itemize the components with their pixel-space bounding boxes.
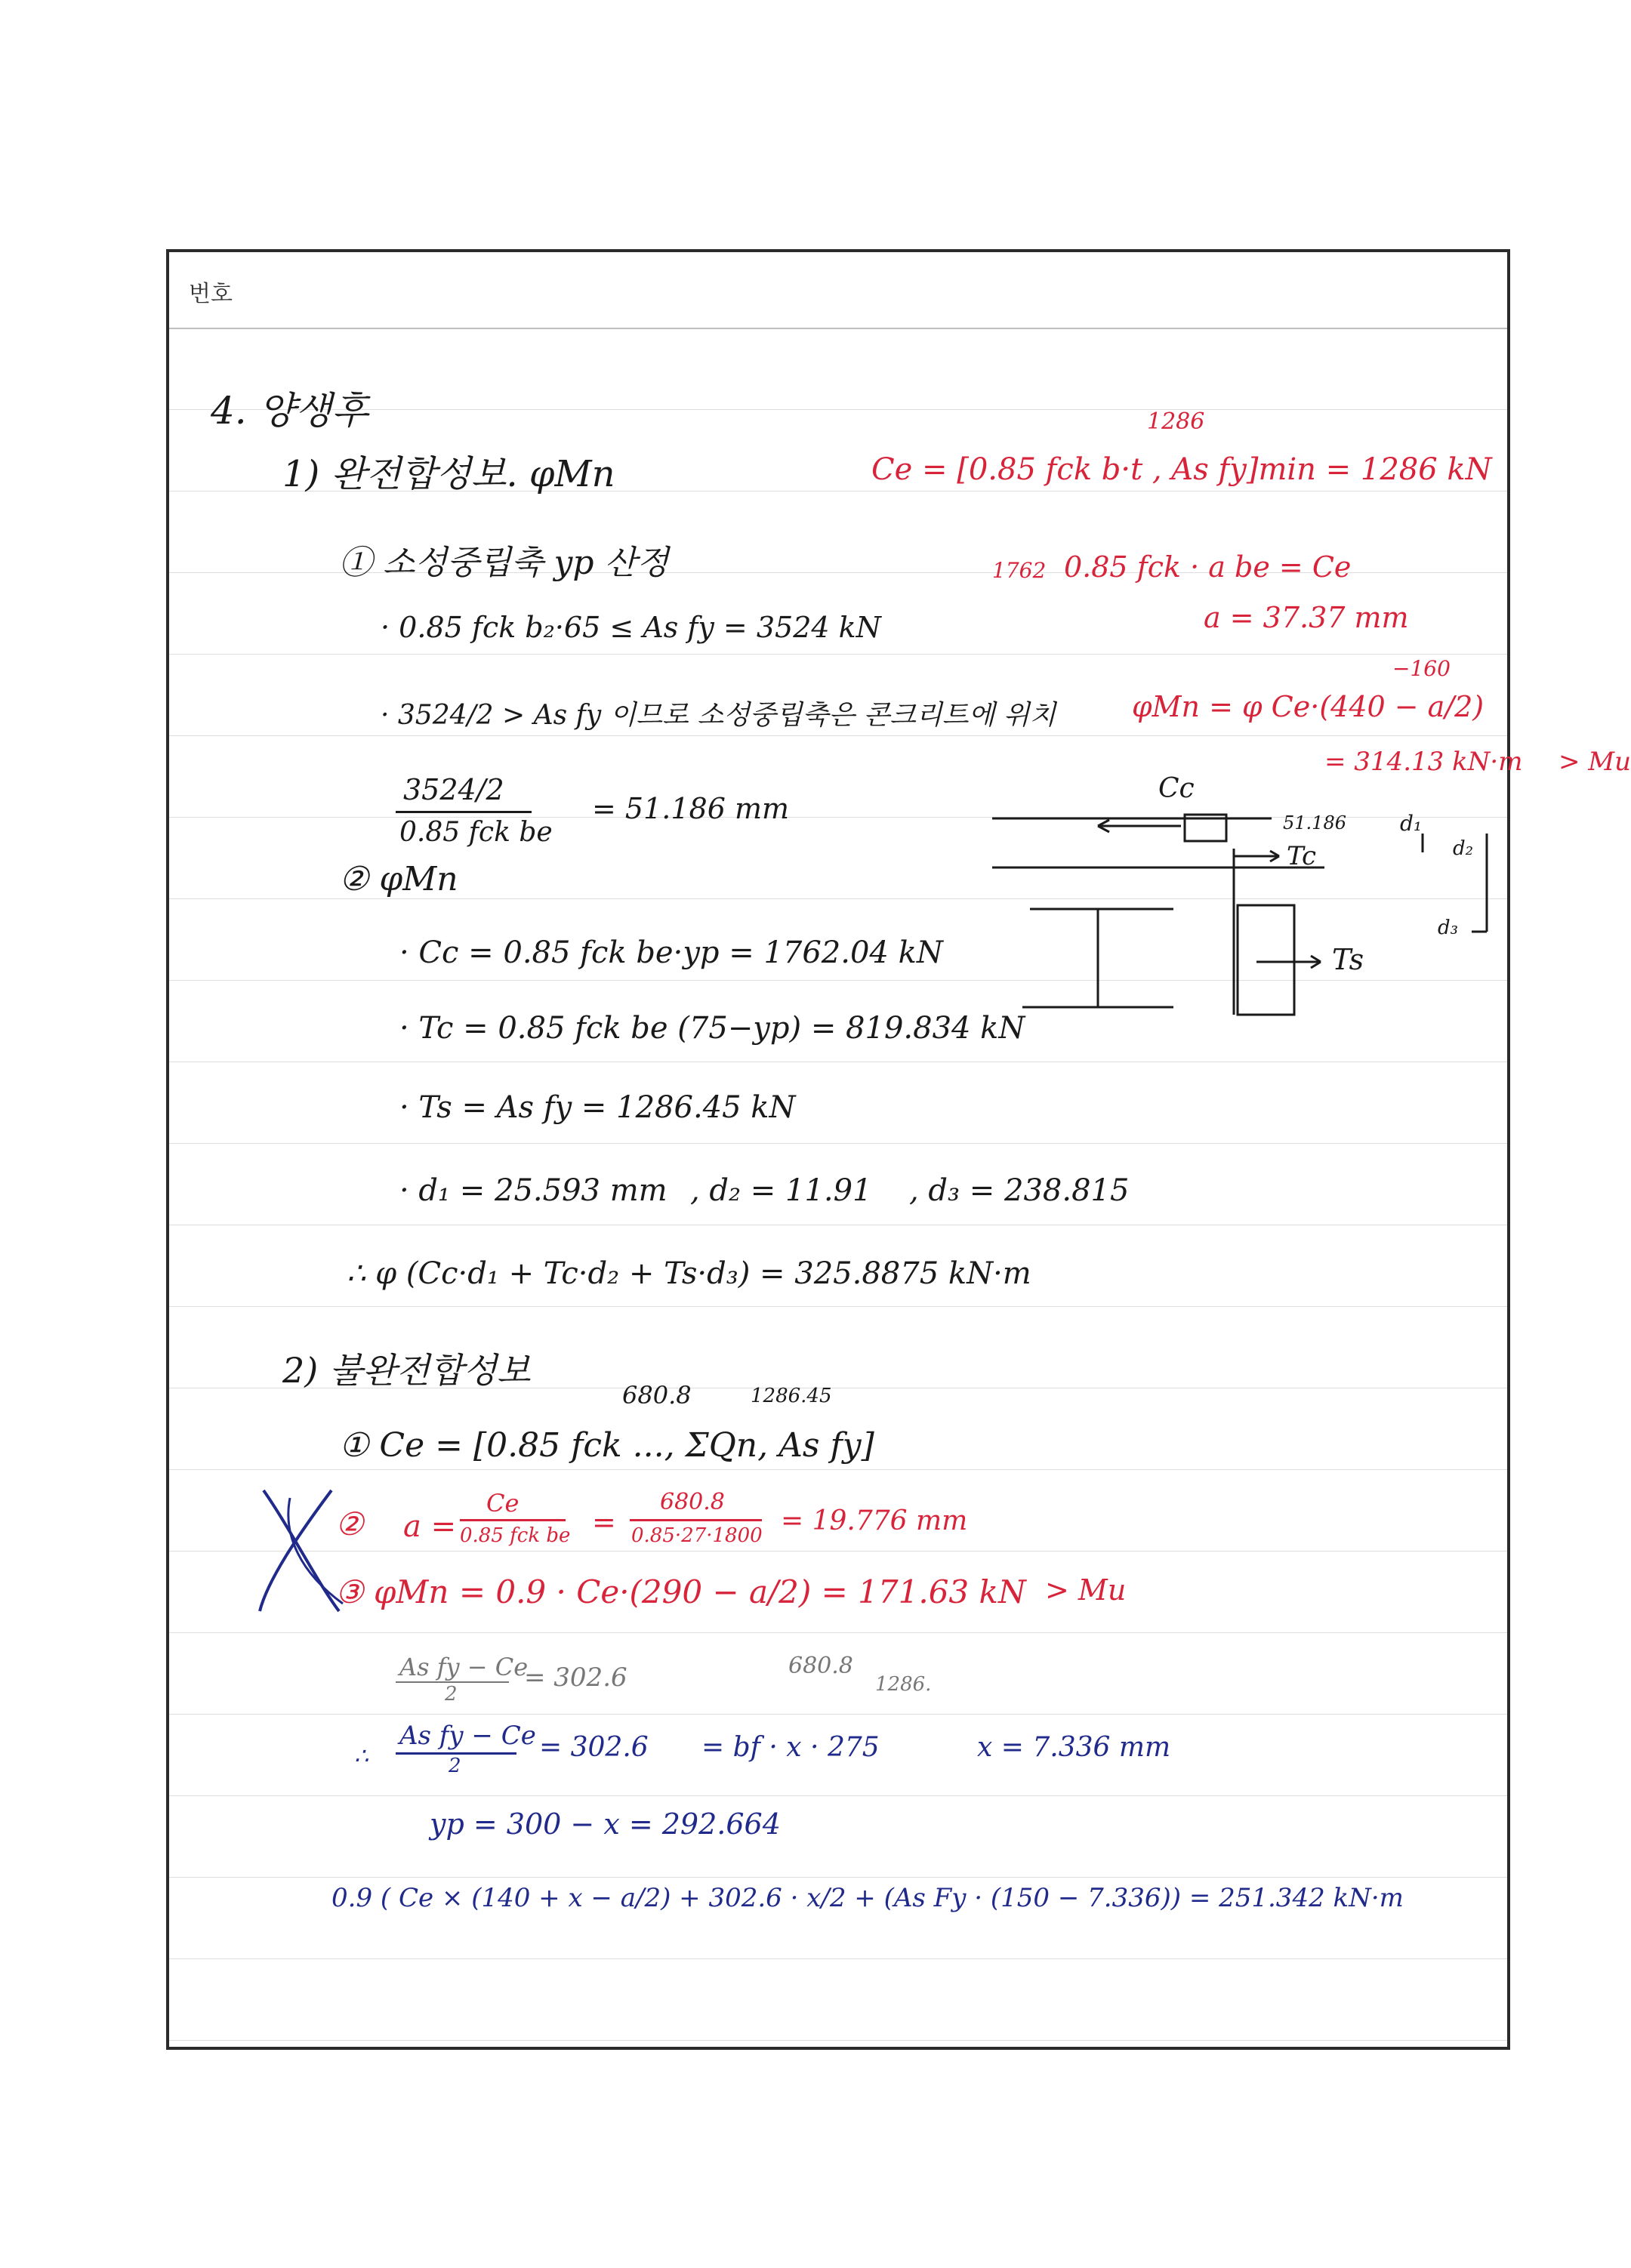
- step1-line1: · 0.85 fck b₂·65 ≤ As fy = 3524 kN: [381, 611, 881, 644]
- step2-title: ② φMn: [339, 860, 458, 898]
- strike-x-mark: [169, 252, 471, 1687]
- step2-d1: · d₁ = 25.593 mm: [399, 1173, 668, 1208]
- step2-d2: , d₂ = 11.91: [690, 1173, 872, 1208]
- step2-result: ∴ φ (Cc·d₁ + Tc·d₂ + Ts·d₃) = 325.8875 kN·m: [347, 1256, 1031, 1291]
- red-left-value: 1762: [992, 558, 1047, 583]
- part2-step1: ① Ce = [0.85 fck ..., ΣQn, As fy]: [339, 1426, 874, 1465]
- part2-step2-bar: [460, 1519, 566, 1521]
- red-minus-160: −160: [1392, 656, 1451, 681]
- strike-stroke-1: [264, 1490, 339, 1611]
- red-gt-mu: > Mu: [1559, 747, 1631, 777]
- part2-above-value-2: 1286.45: [751, 1385, 832, 1407]
- step2-tc: · Tc = 0.85 fck be (75−yp) = 819.834 kN: [399, 1011, 1025, 1046]
- part2-step2-numerator: Ce: [486, 1489, 520, 1518]
- part2-step2-value: = 19.776 mm: [781, 1505, 968, 1536]
- red-a-equation: 0.85 fck · a be = Ce: [1064, 550, 1352, 584]
- blue-final-equation: 0.9 ( Ce × (140 + x − a/2) + 302.6 · x/2 + (As Fy · (150 − 7.336)) = 251.342 kN·m: [331, 1883, 1404, 1913]
- diagram-d2-label: d₂: [1453, 837, 1474, 860]
- diagram-d3-label: d₃: [1438, 917, 1459, 939]
- part2-step2-a: a =: [403, 1509, 457, 1544]
- blue-numerator: As fy − Ce: [399, 1721, 536, 1751]
- ruled-line: [169, 1795, 1507, 1796]
- blue-302-6: = 302.6: [539, 1732, 649, 1763]
- part2-step2-denominator: 0.85 fck be: [460, 1524, 571, 1547]
- red-phimn-equation: φMn = φ Ce·(440 − a/2): [1132, 690, 1485, 723]
- blue-therefore: ∴: [354, 1743, 369, 1770]
- part2-step2-denominator2: 0.85·27·1800: [631, 1524, 763, 1547]
- ruled-line: [169, 1958, 1507, 1959]
- gray-1286: 1286.: [875, 1673, 932, 1696]
- step1-line2: · 3524/2 > As fy 이므로 소성중립축은 콘크리트에 위치: [381, 700, 1056, 731]
- diagram-value-label: 51.186: [1283, 812, 1346, 834]
- part2-step2-numerator2: 680.8: [660, 1489, 725, 1515]
- part1-title: 1) 완전합성보. φMn: [282, 453, 615, 495]
- part2-step3-gt: > Mu: [1045, 1573, 1127, 1607]
- part2-step3: ③ φMn = 0.9 · Ce·(290 − a/2) = 171.63 kN: [335, 1573, 1026, 1610]
- gray-denominator: 2: [445, 1683, 458, 1706]
- gray-numerator: As fy − Ce: [399, 1653, 529, 1681]
- step1-fraction-result: = 51.186 mm: [592, 792, 790, 825]
- step1-fraction-denominator: 0.85 fck be: [399, 817, 553, 848]
- stress-block-steel: [1238, 905, 1294, 1015]
- diagram-cc-label: Cc: [1158, 773, 1195, 804]
- part2-step2-label: ②: [335, 1505, 364, 1542]
- red-a-value: a = 37.37 mm: [1204, 601, 1409, 634]
- step2-cc: · Cc = 0.85 fck be·yp = 1762.04 kN: [399, 935, 943, 970]
- part2-title: 2) 불완전합성보: [282, 1350, 531, 1391]
- step1-fraction-numerator: 3524/2: [403, 773, 504, 806]
- diagram-ts-label: Ts: [1332, 943, 1364, 976]
- section-heading: 4. 양생후: [211, 389, 368, 433]
- blue-yp: yp = 300 − x = 292.664: [430, 1807, 781, 1841]
- red-ce-equation: Ce = [0.85 fck b·t , As fy]min = 1286 kN: [871, 452, 1492, 487]
- step1-title: ① 소성중립축 yp 산정: [339, 544, 669, 582]
- step2-d3: , d₃ = 238.815: [909, 1173, 1130, 1208]
- ruled-line: [169, 2040, 1507, 2041]
- step2-ts: · Ts = As fy = 1286.45 kN: [399, 1090, 796, 1125]
- blue-x-value: x = 7.336 mm: [977, 1732, 1171, 1763]
- part2-step2-equals: =: [592, 1505, 616, 1539]
- gray-value: = 302.6: [524, 1662, 627, 1693]
- diagram-d1-label: d₁: [1400, 811, 1423, 836]
- part2-above-value-1: 680.8: [622, 1381, 692, 1410]
- gray-680: 680.8: [788, 1653, 853, 1679]
- red-top-value: 1286: [1147, 408, 1205, 435]
- blue-denominator: 2: [449, 1755, 461, 1777]
- ruled-line: [169, 1877, 1507, 1878]
- part2-step2-bar2: [630, 1519, 762, 1521]
- ruled-line: [169, 1714, 1507, 1715]
- note-sheet: [166, 249, 1631, 2050]
- sheet-number-label: 번호: [189, 281, 233, 307]
- blue-bf-expression: = bf · x · 275: [701, 1732, 880, 1763]
- red-phimn-value: = 314.13 kN·m: [1324, 747, 1523, 777]
- diagram-tc-label: Tc: [1287, 841, 1317, 871]
